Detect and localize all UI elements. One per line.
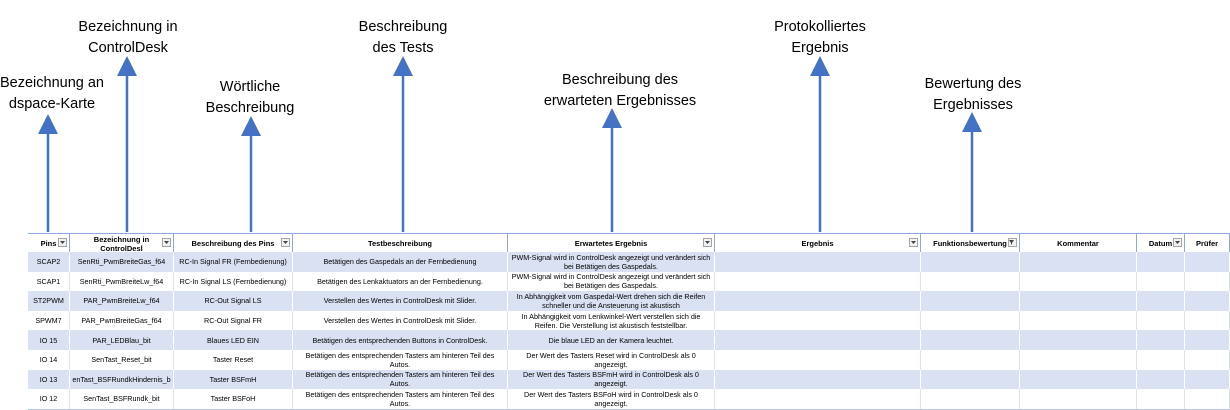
table-row	[28, 370, 1230, 391]
cell-pins[interactable]: IO 13	[28, 370, 70, 390]
table-row	[28, 350, 1230, 371]
cell-pins[interactable]: SCAP2	[28, 252, 70, 272]
cell-function-rating[interactable]	[921, 311, 1020, 331]
cell-expected-result[interactable]: In Abhängigkeit vom Lenkwinkel-Wert verstellen sich die Reifen. Die Verstellung ist akustisch feststellbar.	[508, 311, 715, 331]
cell-controldesk-name[interactable]: SenTast_BSFRundk_bit	[70, 389, 174, 409]
cell-tester[interactable]	[1185, 330, 1230, 350]
filter-dropdown-icon[interactable]	[1173, 238, 1182, 247]
header-label: Prüfer	[1195, 239, 1219, 248]
cell-comment[interactable]	[1020, 272, 1137, 292]
cell-comment[interactable]	[1020, 311, 1137, 331]
cell-function-rating[interactable]	[921, 272, 1020, 292]
filter-dropdown-icon[interactable]	[281, 238, 290, 247]
cell-pins[interactable]: ST2PWM	[28, 291, 70, 311]
cell-pins[interactable]: IO 14	[28, 350, 70, 370]
cell-pin-description[interactable]: RC-In Signal LS (Fernbedienung)	[174, 272, 293, 292]
header-pins	[28, 234, 70, 253]
cell-test-description[interactable]: Betätigen des Gaspedals an der Fernbedienung	[293, 252, 508, 272]
cell-function-rating[interactable]	[921, 389, 1020, 409]
cell-test-description[interactable]: Verstellen des Wertes in ControlDesk mit Slider.	[293, 311, 508, 331]
cell-controldesk-name[interactable]: PAR_PwmBreiteGas_f64	[70, 311, 174, 331]
cell-test-description[interactable]: Betätigen des entsprechenden Tasters am hinteren Teil des Autos.	[293, 389, 508, 409]
cell-date[interactable]	[1137, 272, 1185, 292]
cell-comment[interactable]	[1020, 291, 1137, 311]
cell-expected-result[interactable]: In Abhängigkeit vom Gaspedal-Wert drehen sich die Reifen schneller und die Ansteuerung ist akustisch	[508, 291, 715, 311]
cell-tester[interactable]	[1185, 389, 1230, 409]
cell-result[interactable]	[715, 311, 921, 331]
cell-comment[interactable]	[1020, 370, 1137, 390]
cell-pin-description[interactable]: Taster BSFoH	[174, 389, 293, 409]
annotation-woertlich: Wörtliche Beschreibung	[205, 79, 295, 116]
cell-expected-result[interactable]: PWM-Signal wird in ControlDesk angezeigt und verändert sich bei Betätigen des Gaspedals.	[508, 272, 715, 292]
cell-controldesk-name[interactable]: PAR_LEDBlau_bit	[70, 330, 174, 350]
cell-date[interactable]	[1137, 311, 1185, 331]
cell-tester[interactable]	[1185, 291, 1230, 311]
cell-tester[interactable]	[1185, 370, 1230, 390]
filter-dropdown-icon[interactable]	[162, 238, 171, 247]
table-row	[28, 272, 1230, 293]
header-label: Erwartetes Ergebnis	[574, 239, 648, 248]
header-label: Kommentar	[1057, 239, 1099, 248]
annotation-pins: Bezeichnung an dspace-Karte	[0, 75, 104, 112]
cell-expected-result[interactable]: Der Wert des Tasters BSFoH wird in ControlDesk als 0 angezeigt.	[508, 389, 715, 409]
cell-test-description[interactable]: Betätigen des entsprechenden Buttons in ControlDesk.	[293, 330, 508, 350]
cell-pins[interactable]: SPWM7	[28, 311, 70, 331]
annotation-controldesk: Bezeichnung in ControlDesk	[78, 19, 178, 56]
header-function-rating	[921, 234, 1020, 253]
cell-result[interactable]	[715, 252, 921, 272]
annotation-test: Beschreibung des Tests	[358, 19, 448, 56]
cell-result[interactable]	[715, 291, 921, 311]
header-label: Ergebnis	[801, 239, 834, 248]
cell-controldesk-name[interactable]: SenRti_PwmBreiteGas_f64	[70, 252, 174, 272]
cell-pin-description[interactable]: RC-Out Signal FR	[174, 311, 293, 331]
filter-dropdown-icon[interactable]	[909, 238, 918, 247]
header-label: Funktionsbewertung	[933, 239, 1007, 248]
table-row	[28, 330, 1230, 351]
cell-expected-result[interactable]: Der Wert des Tasters BSFmH wird in ControlDesk als 0 angezeigt.	[508, 370, 715, 390]
cell-pins[interactable]: IO 12	[28, 389, 70, 409]
header-label: Bezeichnung in ControlDesl	[93, 234, 150, 253]
table-row	[28, 291, 1230, 312]
test-table	[28, 233, 1230, 408]
table-row	[28, 311, 1230, 332]
cell-test-description[interactable]: Verstellen des Wertes in ControlDesk mit Slider.	[293, 291, 508, 311]
cell-function-rating[interactable]	[921, 370, 1020, 390]
cell-date[interactable]	[1137, 291, 1185, 311]
cell-test-description[interactable]: Betätigen des entsprechenden Tasters am hinteren Teil des Autos.	[293, 350, 508, 370]
header-label: Datum	[1148, 239, 1173, 248]
cell-controldesk-name[interactable]: SenTast_Reset_bit	[70, 350, 174, 370]
header-pin-description	[174, 234, 293, 253]
filter-active-icon[interactable]	[1008, 238, 1017, 247]
cell-controldesk-name[interactable]: PAR_PwmBreiteLw_f64	[70, 291, 174, 311]
cell-tester[interactable]	[1185, 252, 1230, 272]
annotation-protokoll: Protokolliertes Ergebnis	[774, 19, 866, 56]
cell-function-rating[interactable]	[921, 330, 1020, 350]
annotation-erwartet: Beschreibung des erwarteten Ergebnisses	[543, 72, 697, 109]
cell-expected-result[interactable]: Der Wert des Tasters Reset wird in ControlDesk als 0 angezeigt.	[508, 350, 715, 370]
cell-result[interactable]	[715, 350, 921, 370]
cell-controldesk-name[interactable]: SenRti_PwmBreiteLw_f64	[70, 272, 174, 292]
header-controldesk-name	[70, 234, 174, 253]
cell-comment[interactable]	[1020, 252, 1137, 272]
cell-pins[interactable]: SCAP1	[28, 272, 70, 292]
table-row	[28, 252, 1230, 273]
header-test-description	[293, 234, 508, 253]
cell-date[interactable]	[1137, 389, 1185, 409]
header-comment	[1020, 234, 1137, 253]
cell-result[interactable]	[715, 272, 921, 292]
header-tester	[1185, 234, 1230, 253]
header-expected-result	[508, 234, 715, 253]
cell-pin-description[interactable]: RC-In Signal FR (Fernbedienung)	[174, 252, 293, 272]
cell-date[interactable]	[1137, 370, 1185, 390]
cell-function-rating[interactable]	[921, 291, 1020, 311]
header-label: Pins	[40, 239, 57, 248]
header-label: Testbeschreibung	[367, 239, 433, 248]
cell-date[interactable]	[1137, 330, 1185, 350]
cell-pin-description[interactable]: RC-Out Signal LS	[174, 291, 293, 311]
table-header	[28, 233, 1230, 254]
cell-pins[interactable]: IO 15	[28, 330, 70, 350]
header-date	[1137, 234, 1185, 253]
cell-comment[interactable]	[1020, 389, 1137, 409]
cell-tester[interactable]	[1185, 311, 1230, 331]
cell-result[interactable]	[715, 389, 921, 409]
annotation-bewertung: Bewertung des Ergebnisses	[924, 76, 1022, 113]
cell-result[interactable]	[715, 370, 921, 390]
cell-function-rating[interactable]	[921, 350, 1020, 370]
table-row	[28, 389, 1230, 410]
cell-pin-description[interactable]: Taster BSFmH	[174, 370, 293, 390]
cell-pin-description[interactable]: Blaues LED EIN	[174, 330, 293, 350]
cell-test-description[interactable]: Betätigen des Lenkaktuators an der Fernbedienung.	[293, 272, 508, 292]
cell-tester[interactable]	[1185, 272, 1230, 292]
header-result	[715, 234, 921, 253]
cell-controldesk-name[interactable]: enTast_BSFRundkHindernis_b	[70, 370, 174, 390]
cell-date[interactable]	[1137, 252, 1185, 272]
filter-dropdown-icon[interactable]	[58, 238, 67, 247]
cell-expected-result[interactable]: Die blaue LED an der Kamera leuchtet.	[508, 330, 715, 350]
filter-dropdown-icon[interactable]	[703, 238, 712, 247]
cell-comment[interactable]	[1020, 330, 1137, 350]
cell-function-rating[interactable]	[921, 252, 1020, 272]
cell-test-description[interactable]: Betätigen des entsprechenden Tasters am hinteren Teil des Autos.	[293, 370, 508, 390]
cell-comment[interactable]	[1020, 350, 1137, 370]
cell-date[interactable]	[1137, 350, 1185, 370]
cell-result[interactable]	[715, 330, 921, 350]
header-label: Beschreibung des Pins	[191, 239, 275, 248]
cell-pin-description[interactable]: Taster Reset	[174, 350, 293, 370]
cell-tester[interactable]	[1185, 350, 1230, 370]
cell-expected-result[interactable]: PWM-Signal wird in ControlDesk angezeigt und verändert sich bei Betätigen des Gaspedals.	[508, 252, 715, 272]
